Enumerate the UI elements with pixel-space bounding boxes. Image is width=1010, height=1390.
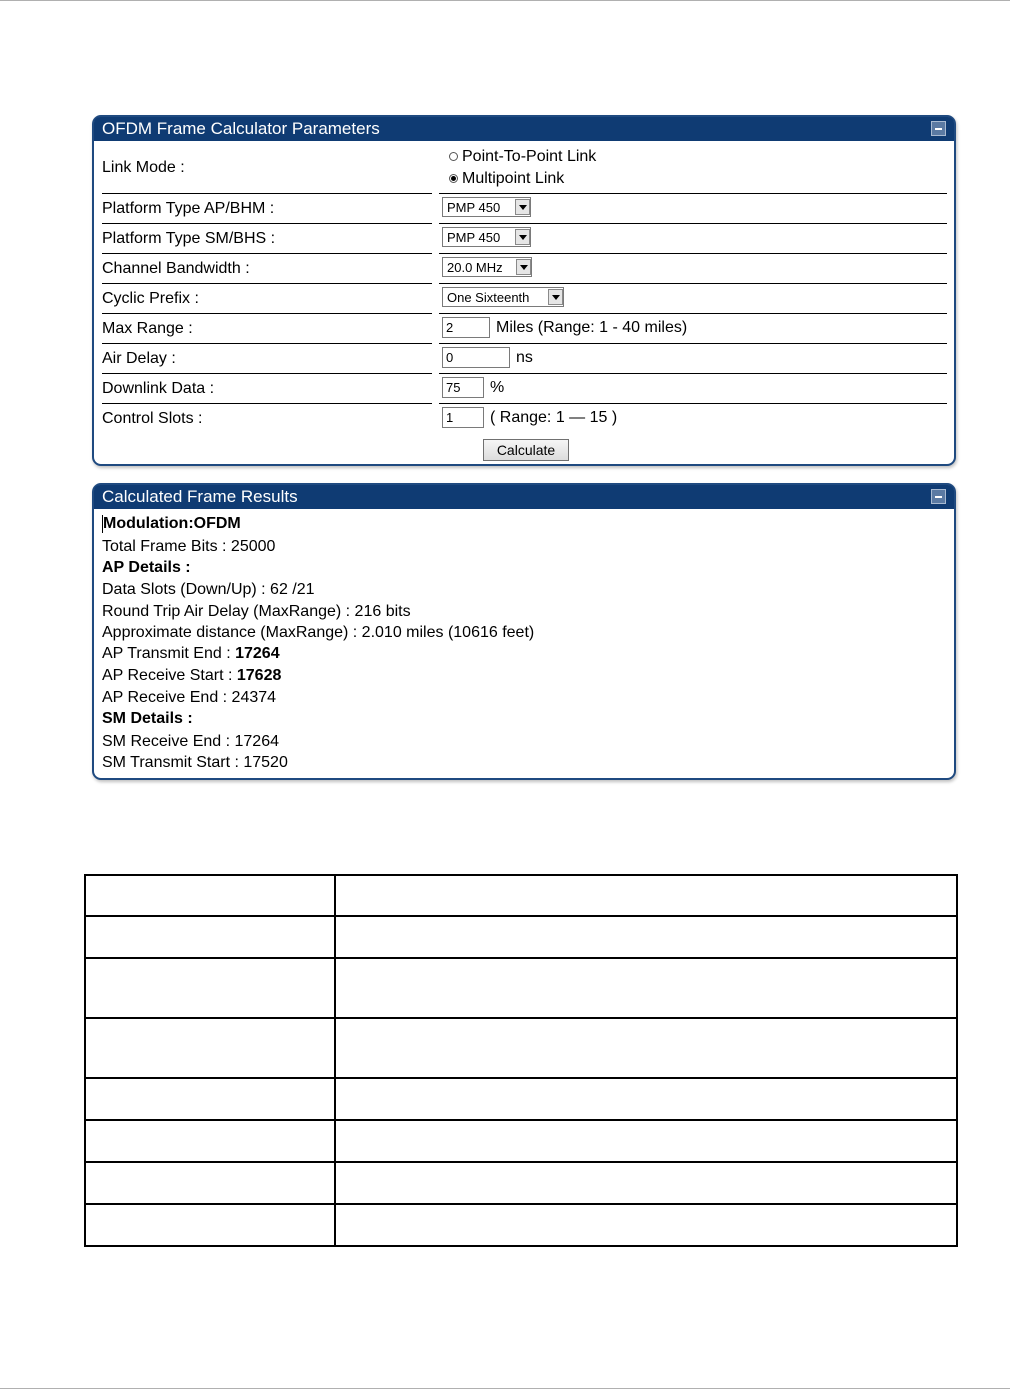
radio-point-to-point-label: Point-To-Point Link: [462, 148, 597, 165]
top-rule: [0, 0, 1010, 1]
cyclic-prefix-label: Cyclic Prefix :: [102, 290, 199, 307]
table-row: [85, 958, 957, 1018]
downlink-data-unit: %: [490, 378, 505, 396]
downlink-data-input[interactable]: 75: [442, 377, 484, 398]
results-panel-header: [94, 485, 954, 509]
divider: [439, 313, 947, 314]
ap-details-heading: AP Details :: [102, 559, 191, 576]
params-panel-header: [94, 117, 954, 141]
table-row: [85, 1162, 957, 1204]
results-panel: [92, 483, 956, 780]
platform-ap-select[interactable]: [442, 197, 531, 217]
table-header-cell: [335, 875, 957, 916]
platform-ap-value: PMP 450: [447, 199, 501, 215]
chevron-down-icon[interactable]: [516, 259, 531, 275]
cyclic-prefix-select[interactable]: [442, 287, 564, 307]
radio-multipoint-label: Multipoint Link: [462, 170, 565, 187]
max-range-label: Max Range :: [102, 320, 193, 337]
channel-bandwidth-label: Channel Bandwidth :: [102, 260, 250, 277]
divider: [439, 343, 947, 344]
bottom-rule: [0, 1388, 1010, 1389]
divider: [439, 283, 947, 284]
platform-sm-value: PMP 450: [447, 229, 501, 245]
platform-sm-select[interactable]: [442, 227, 531, 247]
radio-multipoint[interactable]: [449, 170, 564, 188]
table-row: [85, 1120, 957, 1162]
control-slots-input[interactable]: 1: [442, 407, 484, 428]
sm-details-heading: SM Details :: [102, 710, 193, 727]
divider: [439, 223, 947, 224]
round-trip-air-delay: Round Trip Air Delay (MaxRange) : 216 bits: [102, 603, 411, 620]
radio-point-to-point[interactable]: [449, 148, 596, 166]
downlink-data-label: Downlink Data :: [102, 380, 215, 397]
ap-transmit-end-value: 17264: [235, 645, 280, 662]
collapse-icon[interactable]: [931, 121, 946, 136]
channel-bandwidth-select[interactable]: [442, 257, 532, 277]
platform-sm-label: Platform Type SM/BHS :: [102, 230, 276, 247]
chevron-down-icon[interactable]: [548, 289, 563, 305]
channel-bandwidth-value: 20.0 MHz: [447, 259, 503, 275]
divider: [439, 373, 947, 374]
air-delay-label: Air Delay :: [102, 350, 176, 367]
divider: [102, 253, 432, 254]
control-slots-unit: ( Range: 1 — 15 ): [490, 408, 618, 426]
ap-transmit-end: [102, 645, 280, 663]
air-delay-unit: ns: [516, 348, 533, 366]
table-header-cell: [85, 875, 335, 916]
divider: [439, 403, 947, 404]
calculate-button[interactable]: Calculate: [483, 439, 569, 461]
link-mode-label: Link Mode :: [102, 159, 185, 176]
table-row: [85, 1204, 957, 1246]
ap-receive-end: AP Receive End : 24374: [102, 689, 277, 706]
divider: [102, 373, 432, 374]
params-panel: [92, 115, 956, 466]
total-frame-bits: Total Frame Bits : 25000: [102, 538, 276, 555]
chevron-down-icon[interactable]: [515, 229, 530, 245]
collapse-icon[interactable]: [931, 489, 946, 504]
results-panel-title: Calculated Frame Results: [102, 487, 298, 506]
attribute-table: [84, 874, 958, 1247]
divider: [439, 253, 947, 254]
divider: [102, 403, 432, 404]
ap-receive-start-label: AP Receive Start :: [102, 667, 237, 684]
approximate-distance: Approximate distance (MaxRange) : 2.010 miles (10616 feet): [102, 624, 535, 641]
modulation-text: Modulation:OFDM: [103, 515, 241, 532]
max-range-unit: Miles (Range: 1 - 40 miles): [496, 318, 688, 336]
radio-icon[interactable]: [449, 152, 458, 161]
control-slots-label: Control Slots :: [102, 410, 203, 427]
divider: [102, 283, 432, 284]
divider: [439, 193, 947, 194]
params-panel-title: OFDM Frame Calculator Parameters: [102, 119, 380, 138]
cyclic-prefix-value: One Sixteenth: [447, 289, 530, 305]
platform-ap-label: Platform Type AP/BHM :: [102, 200, 275, 217]
divider: [102, 313, 432, 314]
table-row: [85, 916, 957, 958]
table-header-row: [85, 875, 957, 916]
radio-selected-icon[interactable]: [449, 174, 458, 183]
divider: [102, 223, 432, 224]
table-row: [85, 1078, 957, 1120]
ap-receive-start: [102, 667, 281, 685]
divider: [102, 343, 432, 344]
sm-transmit-start: SM Transmit Start : 17520: [102, 754, 288, 771]
data-slots: Data Slots (Down/Up) : 62 /21: [102, 581, 315, 598]
table-row: [85, 1018, 957, 1078]
air-delay-input[interactable]: 0: [442, 347, 510, 368]
chevron-down-icon[interactable]: [515, 199, 530, 215]
ap-transmit-end-label: AP Transmit End :: [102, 645, 236, 662]
sm-receive-end: SM Receive End : 17264: [102, 733, 279, 750]
max-range-input[interactable]: 2: [442, 317, 490, 338]
divider: [102, 193, 432, 194]
ap-receive-start-value: 17628: [236, 667, 282, 684]
